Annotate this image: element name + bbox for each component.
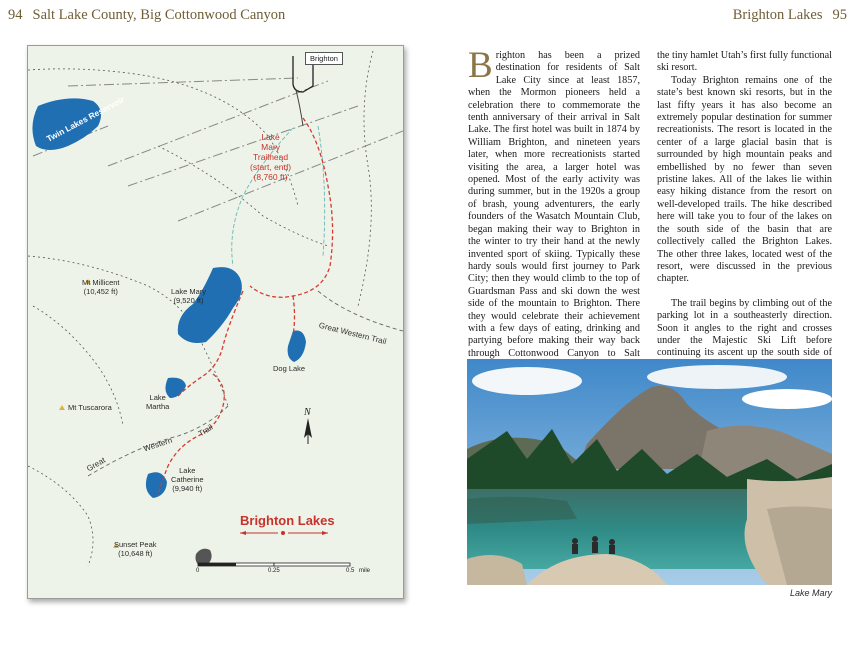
lake-catherine-line-3: (9,940 ft) [172,484,203,493]
trailhead-line-5: (8,760 ft) [253,172,288,182]
twin-lakes-text: Twin Lakes Reservoir [44,94,127,144]
scale-unit: mile [359,568,371,574]
lake-mary-photo [467,359,832,585]
sunset-peak-elev: (10,648 ft) [118,549,153,558]
drop-cap: B [468,45,493,86]
mt-tuscarora-label: Mt Tuscarora [68,403,112,412]
right-chapter-title: Brighton Lakes [732,7,823,23]
paragraph-2: Today Brighton remains one of the state’s best known ski resorts, but in the last fifty years it has also become an extremely popular destination for summer recreationists. The resort is located in the center of a large glacial basin that is surrounded by high mountain peaks and embellished by no fewer than seven pristine lakes. All of the lakes lie within easy hiking distance from the resort on well-developed trails. The hike described here will take you to four of the lakes on the south side of the basin that are collectively called the Brighton Lakes. The other three lakes, located west of the resort, were discussed in the previous chapter. [657,74,832,285]
lake-martha-label [146,393,169,411]
north-arrow-label: N [304,407,311,418]
great-western-left-3: Trail [196,422,215,439]
left-chapter-title: Salt Lake County, Big Cottonwood Canyon [32,7,286,23]
map-graphics [28,46,403,598]
lake-catherine-line-1: Lake [179,466,196,475]
trailhead-line-1: Lake [261,132,280,142]
photo-caption: Lake Mary [789,588,832,598]
brighton-town-label: Brighton [305,52,343,65]
mt-millicent-elev: (10,452 ft) [83,287,118,296]
dog-lake-label: Dog Lake [273,364,306,373]
great-western-left-2: Western [142,435,174,454]
lake-martha-line-1: Lake [149,393,166,402]
paragraph-1-end: the tiny hamlet Utah’s first fully functional ski resort. [657,50,832,74]
lake-mary-label [171,287,206,305]
left-page-number: 94 [8,7,23,23]
sunset-peak-name: Sunset Peak [114,540,157,549]
sunset-peak-label [114,540,157,558]
scale-half: 0.5 [346,568,355,574]
mt-millicent-label [82,278,120,296]
article-column-1 [468,45,640,397]
trailhead-line-2: Mary [261,142,280,152]
trailhead-line-3: Trailhead [252,152,289,162]
lake-catherine-label [171,466,204,493]
great-western-trail-label: Great Western Trail [317,320,388,347]
article-column-2 [657,50,832,397]
scale-quarter: 0.25 [268,568,280,574]
paragraph-1-text: righton has been a prized destination for residents of Salt Lake City since at least 1857, when the Mormon pioneers held a celebration there to commemorate the tenth anniversary of their arrival in Salt Lake. The first hotel was built in 1874 by William Brighton, and nineteen years later, when more recreationists started visiting the area, a larger hotel was opened. Most of the early activity was during summer, but in the 1920s a group of brash, young adventurers, the early founders of the Wasatch Mountain Club, began making their way to Brighton in the winter to try their hand at the newly invented sport of skiing. Typically these hardy souls would first journey to Park City; then they would climb to the top of Guardsman Pass and ski down the west side of the mountain to Brighton. There they would celebrate their achievement with a few days of eating, drinking and partying before making their way back through Cottonwood Canyon to Salt [468,50,640,359]
mt-millicent-name: Mt Millicent [82,278,120,287]
left-running-header [8,7,285,24]
trail-map [27,45,404,599]
paragraph-1 [468,45,640,397]
scale-zero: 0 [196,568,200,574]
photo-illustration [467,359,832,585]
lake-martha-line-2: Martha [146,402,170,411]
right-page-number: 95 [832,7,847,23]
lake-mary-elev: (9,520 ft) [173,296,204,305]
lake-catherine-line-2: Catherine [171,475,204,484]
map-title: Brighton Lakes [240,513,335,528]
right-running-header [733,7,847,24]
trailhead-label [250,132,291,182]
great-western-left-1: Great [85,455,107,474]
paragraph-3: The trail begins by climbing out of the parking lot in a southeasterly direction. Soon it angles to the right and crosses under the Majestic Ski Lift before continuing its ascent up the south side of [657,297,832,359]
trailhead-line-4: (start, end) [250,162,292,172]
lake-mary-name: Lake Mary [171,287,207,296]
